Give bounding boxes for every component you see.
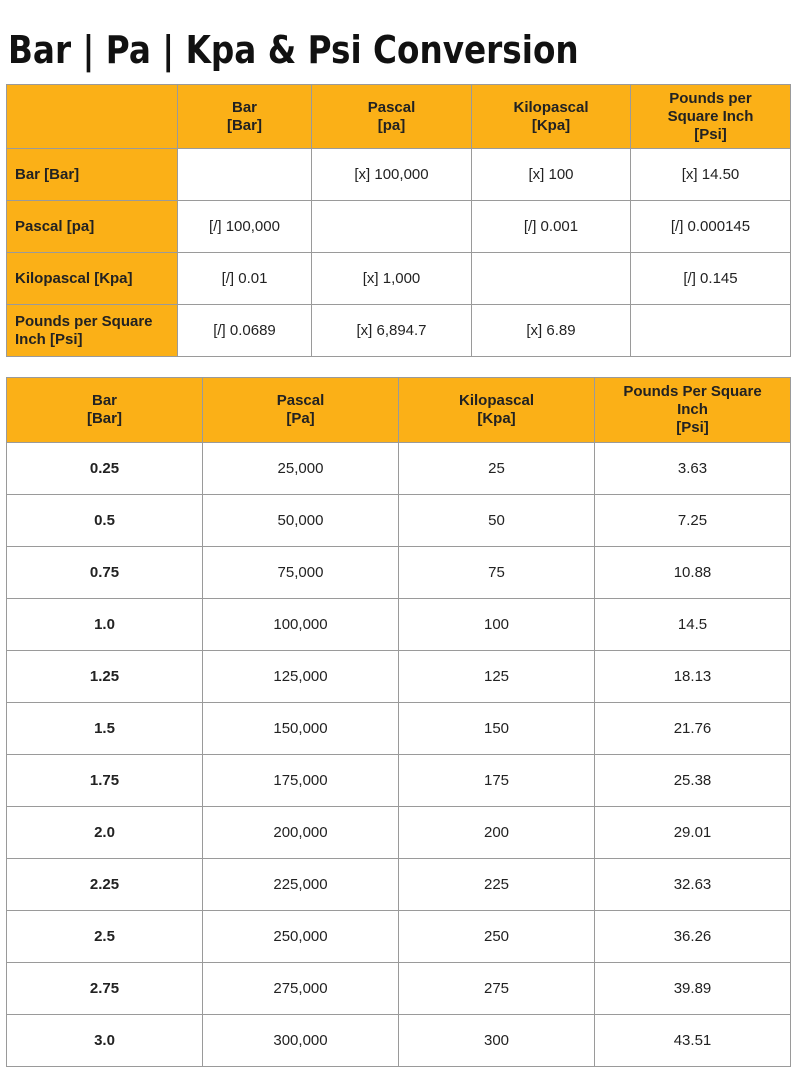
matrix-row	[7, 149, 791, 201]
converted-value-cell: 25.38	[595, 755, 791, 807]
converted-value-cell: 75	[399, 547, 595, 599]
matrix-cell	[472, 253, 631, 305]
converted-value-cell: 275	[399, 963, 595, 1015]
converted-value-cell: 43.51	[595, 1015, 791, 1067]
matrix-col-header: Kilopascal [Kpa]	[472, 85, 631, 149]
bar-value-cell: 2.75	[7, 963, 203, 1015]
converted-value-cell: 14.5	[595, 599, 791, 651]
converted-value-cell: 3.63	[595, 443, 791, 495]
table-row	[7, 443, 791, 495]
converted-value-cell: 25,000	[203, 443, 399, 495]
converted-value-cell: 7.25	[595, 495, 791, 547]
converted-value-cell: 10.88	[595, 547, 791, 599]
table-row	[7, 807, 791, 859]
bar-value-cell: 2.0	[7, 807, 203, 859]
matrix-cell: [x] 6.89	[472, 305, 631, 357]
matrix-row-header: Pascal [pa]	[7, 201, 178, 253]
bar-value-cell: 0.5	[7, 495, 203, 547]
converted-value-cell: 39.89	[595, 963, 791, 1015]
converted-value-cell: 225,000	[203, 859, 399, 911]
values-header-row	[7, 378, 791, 443]
matrix-row	[7, 201, 791, 253]
converted-value-cell: 36.26	[595, 911, 791, 963]
converted-value-cell: 100	[399, 599, 595, 651]
table-row	[7, 911, 791, 963]
bar-value-cell: 1.0	[7, 599, 203, 651]
values-col-header: Pascal [Pa]	[203, 378, 399, 443]
matrix-cell: [/] 0.000145	[631, 201, 791, 253]
matrix-cell: [x] 100,000	[312, 149, 472, 201]
bar-value-cell: 1.25	[7, 651, 203, 703]
values-col-header: Pounds Per Square Inch [Psi]	[595, 378, 791, 443]
converted-value-cell: 250	[399, 911, 595, 963]
matrix-cell	[178, 149, 312, 201]
converted-value-cell: 175	[399, 755, 595, 807]
converted-value-cell: 150	[399, 703, 595, 755]
converted-value-cell: 300	[399, 1015, 595, 1067]
matrix-col-header: Bar [Bar]	[178, 85, 312, 149]
converted-value-cell: 50	[399, 495, 595, 547]
converted-value-cell: 125,000	[203, 651, 399, 703]
table-row	[7, 495, 791, 547]
converted-value-cell: 21.76	[595, 703, 791, 755]
table-row	[7, 651, 791, 703]
table-row	[7, 859, 791, 911]
matrix-cell: [/] 0.145	[631, 253, 791, 305]
matrix-cell	[631, 305, 791, 357]
matrix-cell: [x] 100	[472, 149, 631, 201]
converted-value-cell: 32.63	[595, 859, 791, 911]
matrix-corner-cell	[7, 85, 178, 149]
converted-value-cell: 300,000	[203, 1015, 399, 1067]
matrix-row-header: Kilopascal [Kpa]	[7, 253, 178, 305]
matrix-row	[7, 305, 791, 357]
bar-value-cell: 2.25	[7, 859, 203, 911]
table-row	[7, 1015, 791, 1067]
table-row	[7, 755, 791, 807]
matrix-cell: [x] 6,894.7	[312, 305, 472, 357]
matrix-cell: [/] 0.0689	[178, 305, 312, 357]
matrix-cell: [x] 14.50	[631, 149, 791, 201]
values-col-header: Kilopascal [Kpa]	[399, 378, 595, 443]
converted-value-cell: 200	[399, 807, 595, 859]
converted-value-cell: 29.01	[595, 807, 791, 859]
converted-value-cell: 250,000	[203, 911, 399, 963]
matrix-row-header: Pounds per Square Inch [Psi]	[7, 305, 178, 357]
bar-value-cell: 2.5	[7, 911, 203, 963]
matrix-row-header: Bar [Bar]	[7, 149, 178, 201]
conversion-factor-table	[6, 84, 791, 357]
converted-value-cell: 18.13	[595, 651, 791, 703]
matrix-cell: [/] 0.001	[472, 201, 631, 253]
matrix-col-header: Pounds per Square Inch [Psi]	[631, 85, 791, 149]
converted-value-cell: 25	[399, 443, 595, 495]
table-row	[7, 599, 791, 651]
table-row	[7, 703, 791, 755]
bar-value-cell: 1.75	[7, 755, 203, 807]
conversion-values-table	[6, 377, 791, 1067]
page-title: Bar | Pa | Kpa & Psi Conversion	[8, 28, 579, 72]
bar-value-cell: 0.25	[7, 443, 203, 495]
converted-value-cell: 75,000	[203, 547, 399, 599]
converted-value-cell: 175,000	[203, 755, 399, 807]
converted-value-cell: 225	[399, 859, 595, 911]
converted-value-cell: 100,000	[203, 599, 399, 651]
matrix-cell	[312, 201, 472, 253]
bar-value-cell: 0.75	[7, 547, 203, 599]
values-col-header: Bar [Bar]	[7, 378, 203, 443]
table-row	[7, 547, 791, 599]
matrix-cell: [/] 100,000	[178, 201, 312, 253]
matrix-row	[7, 253, 791, 305]
converted-value-cell: 125	[399, 651, 595, 703]
bar-value-cell: 1.5	[7, 703, 203, 755]
matrix-cell: [/] 0.01	[178, 253, 312, 305]
converted-value-cell: 200,000	[203, 807, 399, 859]
converted-value-cell: 150,000	[203, 703, 399, 755]
converted-value-cell: 275,000	[203, 963, 399, 1015]
table-row	[7, 963, 791, 1015]
matrix-header-row	[7, 85, 791, 149]
matrix-col-header: Pascal [pa]	[312, 85, 472, 149]
matrix-cell: [x] 1,000	[312, 253, 472, 305]
bar-value-cell: 3.0	[7, 1015, 203, 1067]
converted-value-cell: 50,000	[203, 495, 399, 547]
